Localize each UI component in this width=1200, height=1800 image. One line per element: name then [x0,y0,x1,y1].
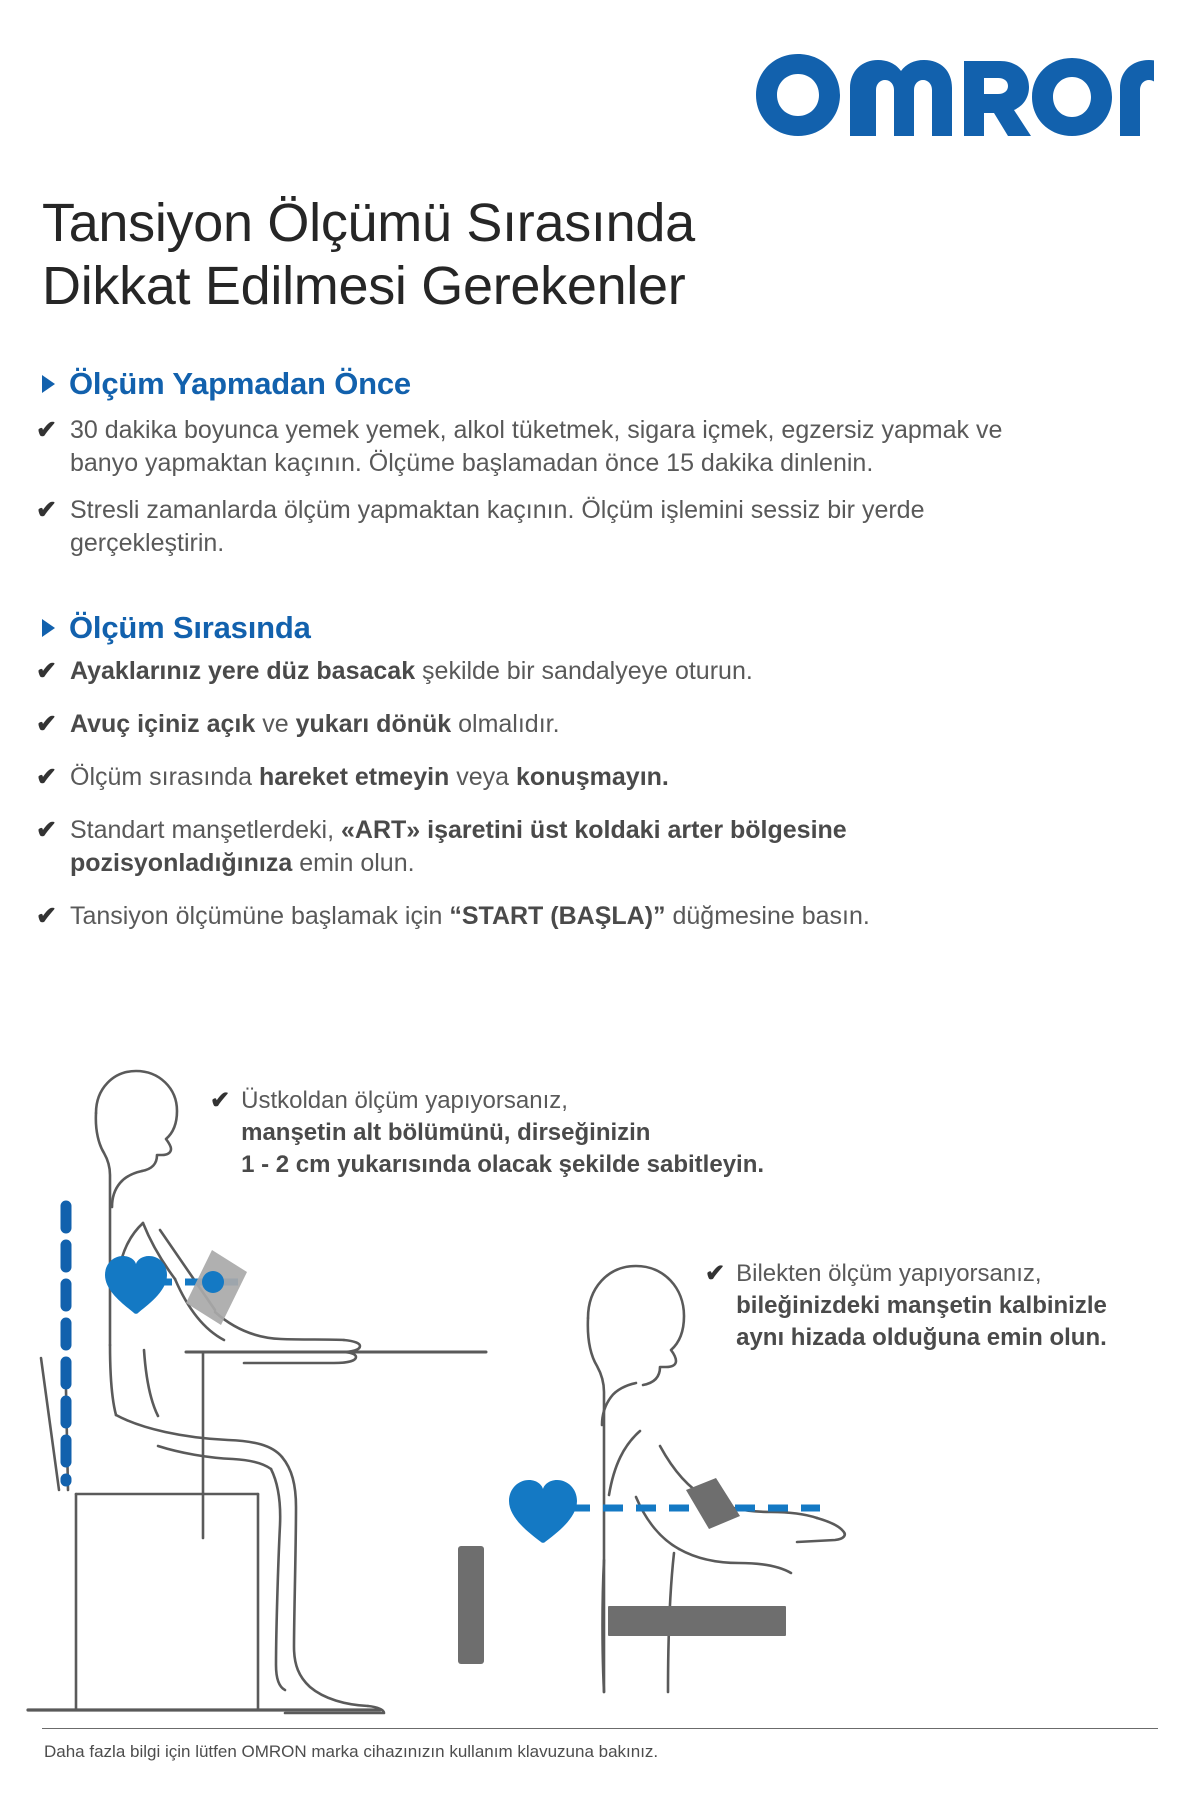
figure-thigh-top [116,1415,282,1457]
footer-note: Daha fazla bilgi için lütfen OMRON marka cihazınızın kullanım klavuzuna bakınız. [44,1742,659,1761]
plain-text: Standart manşetlerdeki, [70,816,341,844]
list-item [36,708,1046,741]
plain-text: Ölçüm sırasında [70,763,259,791]
heart-icon-arm [105,1256,167,1314]
plain-text: olmalıdır. [451,710,560,738]
list-item-text [70,494,1046,560]
chair-backrest [41,1358,59,1490]
section-heading-before-measurement [42,366,411,402]
check-icon: ✔ [36,416,57,444]
plain-text: 30 dakika boyunca yemek yemek, alkol tüketmek, sigara içmek, egzersiz yapmak ve banyo yapmaktan kaçının. Ölçüme başlamadan önce 15 dakika dinlenin. [70,416,1003,477]
check-icon: ✔ [36,496,57,524]
callout-upper-arm-text [241,1085,764,1181]
callout-line-3: 1 - 2 cm yukarısında olacak şekilde sabitleyin. [241,1151,765,1179]
artery-position-marker [202,1271,224,1293]
callout-line-1: Üstkoldan ölçüm yapıyorsanız, [241,1087,568,1114]
callout-wrist-text [736,1258,1107,1354]
list-item-text [70,414,1046,480]
page-title-line-1: Tansiyon Ölçümü Sırasında [42,193,695,253]
callout-line-2: manşetin alt bölümünü, dirseğinizin [241,1119,651,1147]
figure-calf-back [271,1469,285,1690]
bullet-list-before-measurement [36,414,1046,574]
list-item-text [70,655,1046,688]
list-item-text [70,900,1046,933]
list-item [36,814,1046,880]
triangle-bullet-icon [42,619,55,637]
list-item-text [70,761,1046,794]
list-item-text [70,708,1046,741]
check-icon: ✔ [210,1087,231,1114]
wrist-figure-head-outline [588,1266,684,1385]
figure-lower-torso [110,1345,116,1415]
support-block [458,1546,484,1664]
check-icon: ✔ [36,657,57,685]
bullet-list-during-measurement [36,655,1046,953]
callout-wrist-measurement [705,1258,1185,1354]
wrist-cuff-device [686,1478,740,1529]
list-item [36,655,1046,688]
emphasis-text: “START (BAŞLA)” [449,902,666,930]
wrist-figure-forearm-bottom [679,1549,791,1573]
triangle-bullet-icon [42,375,55,393]
plain-text: Tansiyon ölçümüne başlamak için [70,902,450,930]
figure-forearm-top [215,1312,344,1340]
figure-head-outline [96,1071,177,1171]
plain-text: düğmesine basın. [665,902,870,930]
page-title-line-2: Dikkat Edilmesi Gerekenler [42,255,686,316]
section-heading-text: Ölçüm Yapmadan Önce [69,366,411,401]
callout-line-2: bileğinizdeki manşetin kalbinizle [736,1292,1107,1320]
list-item [36,900,1046,933]
plain-text: ve [255,710,296,738]
callout-line-3: aynı hizada olduğuna emin olun. [736,1324,1107,1352]
emphasis-text: Ayaklarınız yere düz basacak [70,657,416,685]
figure-abdomen [144,1350,158,1416]
omron-logo [754,52,1154,138]
figure-back-outline [96,1113,110,1345]
section-heading-during-measurement [42,610,311,646]
forearm-support-bar [608,1606,786,1636]
check-icon: ✔ [36,710,57,738]
list-item [36,494,1046,560]
list-item-text [70,814,1046,880]
list-item [36,761,1046,794]
wrist-figure-neck-shoulder [602,1383,636,1425]
plain-text: Stresli zamanlarda ölçüm yapmaktan kaçının. Ölçüm işlemini sessiz bir yerde gerçekleştirin. [70,496,925,557]
emphasis-text: «ART» işaretini üst koldaki arter bölgesine pozisyonladığınıza [70,816,847,877]
check-icon: ✔ [36,763,57,791]
plain-text: şekilde bir sandalyeye oturun. [415,657,753,685]
emphasis-text: hareket etmeyin [258,763,450,791]
emphasis-text: yukarı dönük [295,710,452,738]
figure-shin-front [282,1457,368,1706]
emphasis-text: Avuç içiniz açık [70,710,256,738]
callout-line-1: Bilekten ölçüm yapıyorsanız, [736,1260,1042,1287]
emphasis-text: konuşmayın. [516,763,669,791]
check-icon: ✔ [705,1260,726,1287]
figure-neck-shoulder [112,1171,142,1207]
check-icon: ✔ [36,816,57,844]
check-icon: ✔ [36,902,57,930]
wrist-figure-chest [609,1431,640,1495]
callout-upper-arm-measurement [210,1085,850,1181]
plain-text: emin olun. [292,849,415,877]
heart-icon-wrist [509,1480,577,1543]
page-title [42,192,942,317]
figure-thigh-bottom [158,1446,271,1469]
section-heading-text: Ölçüm Sırasında [69,610,311,645]
wrist-figure-hand [797,1518,845,1542]
list-item [36,414,1046,480]
plain-text: veya [449,763,517,791]
footer-divider [42,1728,1158,1729]
